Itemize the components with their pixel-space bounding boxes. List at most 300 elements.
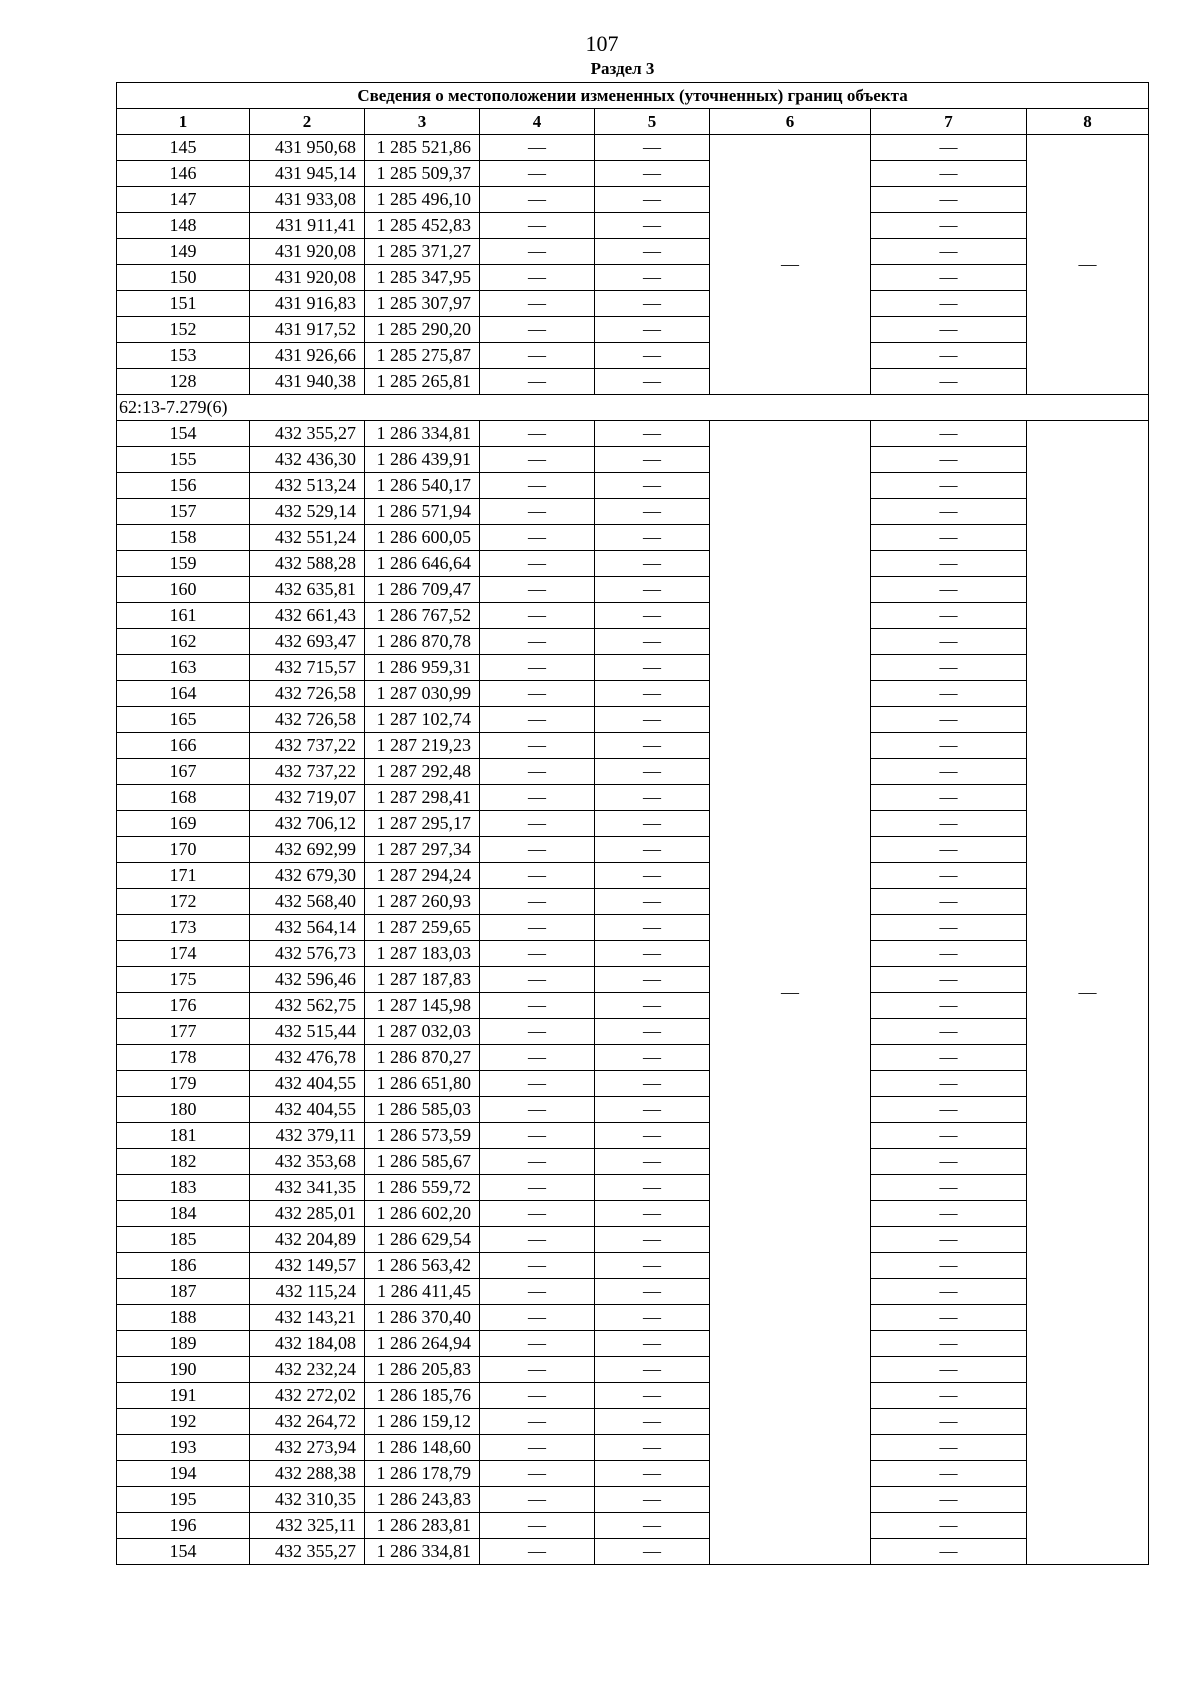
coordinate-y: 1 286 559,72 [365, 1175, 480, 1201]
col5-value: — [595, 603, 710, 629]
col4-value: — [480, 1149, 595, 1175]
coordinate-x: 432 404,55 [250, 1071, 365, 1097]
col5-value: — [595, 1201, 710, 1227]
col4-value: — [480, 811, 595, 837]
table-caption-row [117, 83, 1149, 109]
column-number: 8 [1027, 109, 1149, 135]
coordinate-x: 431 917,52 [250, 317, 365, 343]
col4-value: — [480, 1045, 595, 1071]
point-number: 175 [117, 967, 250, 993]
coordinate-x: 431 945,14 [250, 161, 365, 187]
table-row [117, 1435, 1149, 1461]
point-number: 147 [117, 187, 250, 213]
coordinate-x: 432 115,24 [250, 1279, 365, 1305]
coordinate-y: 1 285 521,86 [365, 135, 480, 161]
table-row [117, 291, 1149, 317]
col4-value: — [480, 135, 595, 161]
col4-value: — [480, 733, 595, 759]
point-number: 148 [117, 213, 250, 239]
coordinate-y: 1 286 870,78 [365, 629, 480, 655]
point-number: 195 [117, 1487, 250, 1513]
col4-value: — [480, 941, 595, 967]
table-row [117, 1201, 1149, 1227]
col7-value: — [871, 1461, 1027, 1487]
table-row [117, 369, 1149, 395]
table-row [117, 1019, 1149, 1045]
col5-value: — [595, 941, 710, 967]
col4-value: — [480, 603, 595, 629]
coordinate-y: 1 285 265,81 [365, 369, 480, 395]
col4-value: — [480, 1071, 595, 1097]
coordinate-x: 432 149,57 [250, 1253, 365, 1279]
coordinate-x: 432 341,35 [250, 1175, 365, 1201]
col5-value: — [595, 1409, 710, 1435]
point-number: 167 [117, 759, 250, 785]
col5-value: — [595, 421, 710, 447]
col4-value: — [480, 1201, 595, 1227]
point-number: 194 [117, 1461, 250, 1487]
coordinate-x: 431 920,08 [250, 265, 365, 291]
point-number: 171 [117, 863, 250, 889]
table-row [117, 1175, 1149, 1201]
coordinate-x: 432 273,94 [250, 1435, 365, 1461]
col4-value: — [480, 863, 595, 889]
table-row [117, 499, 1149, 525]
col7-value: — [871, 135, 1027, 161]
col7-value: — [871, 889, 1027, 915]
column-number: 6 [710, 109, 871, 135]
table-row [117, 863, 1149, 889]
col4-value: — [480, 1357, 595, 1383]
table-row [117, 135, 1149, 161]
col4-value: — [480, 1409, 595, 1435]
col5-value: — [595, 135, 710, 161]
point-number: 163 [117, 655, 250, 681]
coordinate-y: 1 286 243,83 [365, 1487, 480, 1513]
col7-value: — [871, 213, 1027, 239]
coordinate-y: 1 286 185,76 [365, 1383, 480, 1409]
coordinate-x: 432 143,21 [250, 1305, 365, 1331]
col5-value: — [595, 811, 710, 837]
coordinate-y: 1 285 452,83 [365, 213, 480, 239]
table-row [117, 733, 1149, 759]
col5-value: — [595, 213, 710, 239]
table-row [117, 603, 1149, 629]
col7-value: — [871, 525, 1027, 551]
col7-value: — [871, 1149, 1027, 1175]
col6-merged-value: — [710, 421, 871, 1565]
point-number: 156 [117, 473, 250, 499]
col7-value: — [871, 1201, 1027, 1227]
col5-value: — [595, 837, 710, 863]
col7-value: — [871, 369, 1027, 395]
coordinate-x: 432 515,44 [250, 1019, 365, 1045]
coordinate-y: 1 287 298,41 [365, 785, 480, 811]
col4-value: — [480, 577, 595, 603]
point-number: 179 [117, 1071, 250, 1097]
col4-value: — [480, 1097, 595, 1123]
coordinate-x: 432 692,99 [250, 837, 365, 863]
table-row [117, 551, 1149, 577]
col8-merged-value: — [1027, 421, 1149, 1565]
point-number: 165 [117, 707, 250, 733]
col4-value: — [480, 1253, 595, 1279]
col5-value: — [595, 993, 710, 1019]
coordinate-y: 1 287 145,98 [365, 993, 480, 1019]
coordinate-y: 1 286 767,52 [365, 603, 480, 629]
point-number: 177 [117, 1019, 250, 1045]
coordinate-x: 432 353,68 [250, 1149, 365, 1175]
col4-value: — [480, 993, 595, 1019]
col4-value: — [480, 161, 595, 187]
table-row [117, 889, 1149, 915]
coordinate-y: 1 286 159,12 [365, 1409, 480, 1435]
coordinate-x: 431 933,08 [250, 187, 365, 213]
coordinate-x: 432 737,22 [250, 733, 365, 759]
coordinate-x: 431 940,38 [250, 369, 365, 395]
col7-value: — [871, 1305, 1027, 1331]
col5-value: — [595, 1253, 710, 1279]
coordinate-y: 1 287 030,99 [365, 681, 480, 707]
coordinate-y: 1 285 275,87 [365, 343, 480, 369]
col7-value: — [871, 993, 1027, 1019]
col7-value: — [871, 1383, 1027, 1409]
col7-value: — [871, 759, 1027, 785]
column-number: 3 [365, 109, 480, 135]
col5-value: — [595, 759, 710, 785]
point-number: 152 [117, 317, 250, 343]
col4-value: — [480, 785, 595, 811]
coordinate-y: 1 286 959,31 [365, 655, 480, 681]
point-number: 159 [117, 551, 250, 577]
col8-merged-value: — [1027, 135, 1149, 395]
point-number: 168 [117, 785, 250, 811]
point-number: 161 [117, 603, 250, 629]
point-number: 170 [117, 837, 250, 863]
coordinate-y: 1 286 540,17 [365, 473, 480, 499]
coordinate-y: 1 286 600,05 [365, 525, 480, 551]
coordinate-y: 1 286 439,91 [365, 447, 480, 473]
coordinate-x: 432 379,11 [250, 1123, 365, 1149]
coordinate-x: 432 564,14 [250, 915, 365, 941]
col7-value: — [871, 499, 1027, 525]
point-number: 180 [117, 1097, 250, 1123]
point-number: 151 [117, 291, 250, 317]
coordinate-y: 1 285 509,37 [365, 161, 480, 187]
table-row [117, 1383, 1149, 1409]
table-row [117, 1357, 1149, 1383]
col4-value: — [480, 317, 595, 343]
coordinate-y: 1 285 307,97 [365, 291, 480, 317]
table-row [117, 1097, 1149, 1123]
col4-value: — [480, 1461, 595, 1487]
table-row [117, 421, 1149, 447]
coordinate-x: 432 596,46 [250, 967, 365, 993]
point-number: 188 [117, 1305, 250, 1331]
coordinate-y: 1 287 294,24 [365, 863, 480, 889]
col4-value: — [480, 291, 595, 317]
coordinate-y: 1 286 602,20 [365, 1201, 480, 1227]
table-row [117, 967, 1149, 993]
table-row [117, 707, 1149, 733]
point-number: 174 [117, 941, 250, 967]
col5-value: — [595, 733, 710, 759]
col4-value: — [480, 1279, 595, 1305]
coordinate-x: 432 568,40 [250, 889, 365, 915]
coordinate-y: 1 286 870,27 [365, 1045, 480, 1071]
col5-value: — [595, 1487, 710, 1513]
table-row [117, 1461, 1149, 1487]
col7-value: — [871, 1357, 1027, 1383]
table-row [117, 265, 1149, 291]
col7-value: — [871, 837, 1027, 863]
col7-value: — [871, 577, 1027, 603]
col7-value: — [871, 317, 1027, 343]
col7-value: — [871, 1227, 1027, 1253]
col5-value: — [595, 525, 710, 551]
point-number: 146 [117, 161, 250, 187]
coordinate-x: 432 635,81 [250, 577, 365, 603]
coordinate-y: 1 286 573,59 [365, 1123, 480, 1149]
col7-value: — [871, 785, 1027, 811]
col5-value: — [595, 239, 710, 265]
col4-value: — [480, 1487, 595, 1513]
coordinate-y: 1 287 032,03 [365, 1019, 480, 1045]
table-row [117, 629, 1149, 655]
table-row [117, 1305, 1149, 1331]
col7-value: — [871, 473, 1027, 499]
coordinate-x: 432 719,07 [250, 785, 365, 811]
point-number: 160 [117, 577, 250, 603]
coordinate-x: 432 355,27 [250, 1539, 365, 1565]
table-row [117, 1071, 1149, 1097]
col5-value: — [595, 447, 710, 473]
table-row [117, 161, 1149, 187]
table-row [117, 525, 1149, 551]
col7-value: — [871, 1279, 1027, 1305]
point-number: 190 [117, 1357, 250, 1383]
point-number: 184 [117, 1201, 250, 1227]
col5-value: — [595, 291, 710, 317]
col4-value: — [480, 213, 595, 239]
column-number: 7 [871, 109, 1027, 135]
coordinate-x: 432 355,27 [250, 421, 365, 447]
col4-value: — [480, 1331, 595, 1357]
coordinate-x: 432 513,24 [250, 473, 365, 499]
coordinate-y: 1 287 297,34 [365, 837, 480, 863]
coordinate-x: 432 232,24 [250, 1357, 365, 1383]
coordinate-x: 432 272,02 [250, 1383, 365, 1409]
table-row [117, 655, 1149, 681]
col4-value: — [480, 889, 595, 915]
column-number: 1 [117, 109, 250, 135]
col7-value: — [871, 707, 1027, 733]
point-number: 154 [117, 1539, 250, 1565]
col5-value: — [595, 1227, 710, 1253]
col7-value: — [871, 681, 1027, 707]
col4-value: — [480, 473, 595, 499]
table-row [117, 187, 1149, 213]
col7-value: — [871, 811, 1027, 837]
col5-value: — [595, 785, 710, 811]
col5-value: — [595, 1435, 710, 1461]
table-row [117, 941, 1149, 967]
page-number: 107 [585, 31, 619, 56]
coordinate-x: 432 404,55 [250, 1097, 365, 1123]
col4-value: — [480, 967, 595, 993]
col4-value: — [480, 187, 595, 213]
coordinate-x: 432 726,58 [250, 707, 365, 733]
col5-value: — [595, 473, 710, 499]
col5-value: — [595, 1357, 710, 1383]
col5-value: — [595, 1071, 710, 1097]
col7-value: — [871, 551, 1027, 577]
coordinates-table [116, 82, 1149, 1565]
col7-value: — [871, 1175, 1027, 1201]
table-row [117, 213, 1149, 239]
col5-value: — [595, 1019, 710, 1045]
coordinate-x: 432 693,47 [250, 629, 365, 655]
point-number: 191 [117, 1383, 250, 1409]
point-number: 173 [117, 915, 250, 941]
col4-value: — [480, 915, 595, 941]
coordinate-y: 1 286 629,54 [365, 1227, 480, 1253]
point-number: 169 [117, 811, 250, 837]
coordinate-x: 432 715,57 [250, 655, 365, 681]
coordinate-y: 1 286 283,81 [365, 1513, 480, 1539]
coordinate-x: 432 476,78 [250, 1045, 365, 1071]
col5-value: — [595, 1461, 710, 1487]
col7-value: — [871, 941, 1027, 967]
point-number: 181 [117, 1123, 250, 1149]
point-number: 158 [117, 525, 250, 551]
table-row [117, 785, 1149, 811]
table-row [117, 1045, 1149, 1071]
coordinate-x: 432 661,43 [250, 603, 365, 629]
col4-value: — [480, 1227, 595, 1253]
point-number: 176 [117, 993, 250, 1019]
table-row [117, 1253, 1149, 1279]
group-label: 62:13-7.279(6) [117, 395, 1149, 421]
col5-value: — [595, 1149, 710, 1175]
coordinate-y: 1 286 205,83 [365, 1357, 480, 1383]
col4-value: — [480, 1123, 595, 1149]
col7-value: — [871, 343, 1027, 369]
point-number: 185 [117, 1227, 250, 1253]
point-number: 178 [117, 1045, 250, 1071]
coordinate-x: 432 529,14 [250, 499, 365, 525]
table-row [117, 577, 1149, 603]
col5-value: — [595, 655, 710, 681]
col4-value: — [480, 1539, 595, 1565]
col7-value: — [871, 1435, 1027, 1461]
coordinate-y: 1 286 709,47 [365, 577, 480, 603]
coordinate-y: 1 286 148,60 [365, 1435, 480, 1461]
col4-value: — [480, 343, 595, 369]
coordinate-x: 431 920,08 [250, 239, 365, 265]
coordinate-y: 1 287 183,03 [365, 941, 480, 967]
table-row [117, 837, 1149, 863]
coordinate-y: 1 286 178,79 [365, 1461, 480, 1487]
col5-value: — [595, 1513, 710, 1539]
point-number: 128 [117, 369, 250, 395]
coordinate-y: 1 287 259,65 [365, 915, 480, 941]
col7-value: — [871, 1539, 1027, 1565]
col4-value: — [480, 499, 595, 525]
col5-value: — [595, 1097, 710, 1123]
col4-value: — [480, 1435, 595, 1461]
coordinate-y: 1 287 102,74 [365, 707, 480, 733]
col5-value: — [595, 1123, 710, 1149]
table-row [117, 447, 1149, 473]
coordinate-x: 432 325,11 [250, 1513, 365, 1539]
point-number: 196 [117, 1513, 250, 1539]
column-number: 4 [480, 109, 595, 135]
col7-value: — [871, 1253, 1027, 1279]
table-row [117, 1513, 1149, 1539]
col5-value: — [595, 577, 710, 603]
col5-value: — [595, 1045, 710, 1071]
coordinate-y: 1 287 260,93 [365, 889, 480, 915]
col7-value: — [871, 1097, 1027, 1123]
point-number: 153 [117, 343, 250, 369]
col4-value: — [480, 1305, 595, 1331]
col4-value: — [480, 1383, 595, 1409]
coordinate-y: 1 286 651,80 [365, 1071, 480, 1097]
coordinate-y: 1 286 264,94 [365, 1331, 480, 1357]
coordinate-y: 1 286 563,42 [365, 1253, 480, 1279]
col4-value: — [480, 681, 595, 707]
col7-value: — [871, 863, 1027, 889]
col5-value: — [595, 343, 710, 369]
col4-value: — [480, 265, 595, 291]
col7-value: — [871, 1019, 1027, 1045]
coordinate-x: 432 551,24 [250, 525, 365, 551]
column-number: 5 [595, 109, 710, 135]
table-row [117, 239, 1149, 265]
point-number: 187 [117, 1279, 250, 1305]
coordinate-x: 432 737,22 [250, 759, 365, 785]
col4-value: — [480, 837, 595, 863]
coordinate-y: 1 286 370,40 [365, 1305, 480, 1331]
point-number: 183 [117, 1175, 250, 1201]
col7-value: — [871, 1487, 1027, 1513]
col5-value: — [595, 915, 710, 941]
point-number: 149 [117, 239, 250, 265]
col7-value: — [871, 1331, 1027, 1357]
coordinate-y: 1 286 411,45 [365, 1279, 480, 1305]
point-number: 155 [117, 447, 250, 473]
table-row [117, 1123, 1149, 1149]
coordinate-y: 1 287 219,23 [365, 733, 480, 759]
col5-value: — [595, 629, 710, 655]
col5-value: — [595, 1383, 710, 1409]
table-row [117, 993, 1149, 1019]
table-row [117, 1331, 1149, 1357]
point-number: 186 [117, 1253, 250, 1279]
col4-value: — [480, 629, 595, 655]
column-number: 2 [250, 109, 365, 135]
point-number: 182 [117, 1149, 250, 1175]
coordinate-x: 432 264,72 [250, 1409, 365, 1435]
point-number: 164 [117, 681, 250, 707]
coordinate-y: 1 286 585,03 [365, 1097, 480, 1123]
col7-value: — [871, 1045, 1027, 1071]
point-number: 192 [117, 1409, 250, 1435]
coordinate-x: 431 950,68 [250, 135, 365, 161]
coordinate-y: 1 286 334,81 [365, 421, 480, 447]
col4-value: — [480, 759, 595, 785]
